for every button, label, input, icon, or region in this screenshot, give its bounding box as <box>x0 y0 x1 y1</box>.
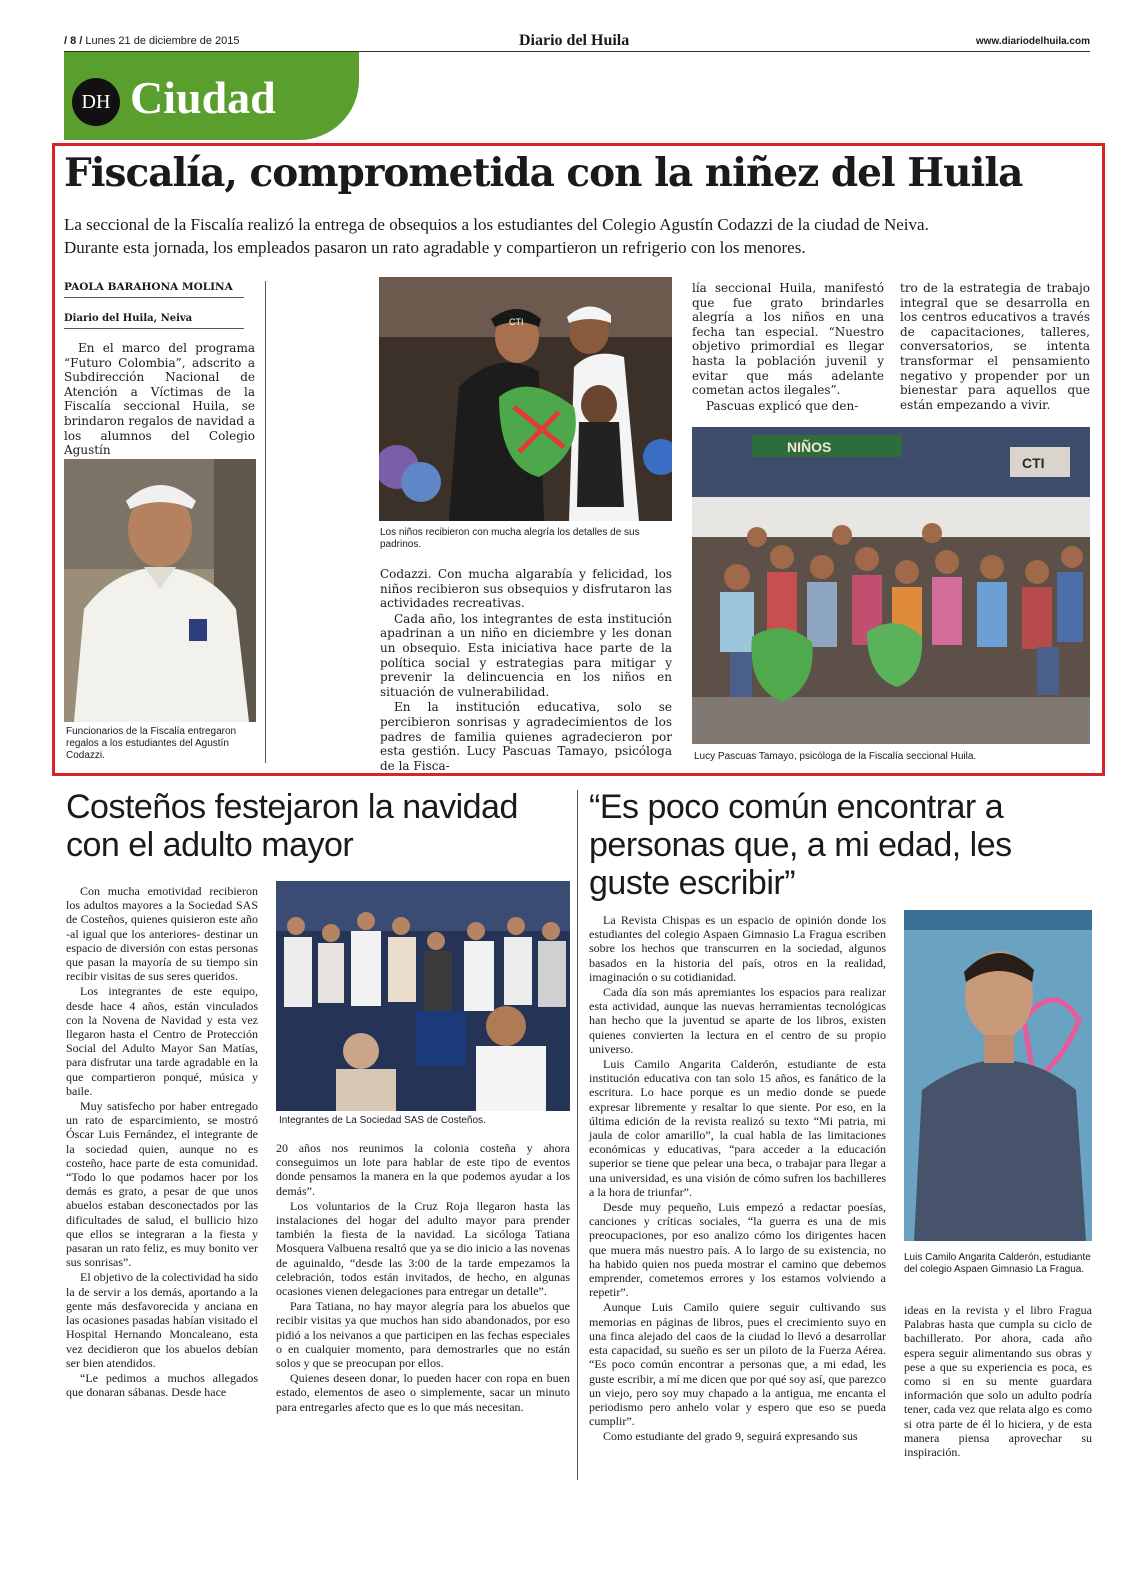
paragraph: 20 años nos reunimos la colonia costeña y ahora conseguimos un lote para hablar de este tipo de eventos donde pensamos la manera en la que podemos ayudar a los demás”. <box>276 1141 570 1198</box>
feature-column-2 <box>380 567 672 774</box>
paragraph: Muy satisfecho por haber entregado un rato de esparcimiento, se mostró Óscar Luis Fernández, el integrante de la sociedad quien, aunque no es costeño, hace parte de esta comunidad. “Todo lo que podamos hacer por los demás es grato, a pesar de que unos abuelos estaban desconectados por las dificultades de salud, el bullicio hizo que ellos se integraran a la fiesta y pasaran un rato feliz, es muy bonito ver sus sonrisas”. <box>66 1099 258 1270</box>
photo-costenos-group <box>276 881 570 1111</box>
photo3-caption: Lucy Pascuas Tamayo, psicóloga de la Fiscalía seccional Huila. <box>694 751 977 762</box>
page-number-date: / 8 / Lunes 21 de diciembre de 2015 <box>64 35 240 47</box>
photo-children-group-image <box>692 427 1090 744</box>
dh-logo: DH <box>72 78 120 126</box>
feature-headline: Fiscalía, comprometida con la niñez del Huila <box>64 150 1023 196</box>
paragraph: Como estudiante del grado 9, seguirá expresando sus <box>603 1429 858 1444</box>
paragraph: Desde muy pequeño, Luis empezó a redactar poesías, canciones y críticas sociales, “la guerra es una de mis preocupaciones, por eso analizo cómo los dirigentes hacen que muera más nuestro país. A lo largo de su existencia, no ha habido quien nos pueda mostrar el camino que debemos emprender, cometemos errores y los estamos volviendo a repetir”. <box>589 1200 886 1300</box>
story3-column-2 <box>904 1303 1092 1460</box>
paragraph: Aunque Luis Camilo quiere seguir cultivando sus memorias en páginas de libros, pues el crecimiento suyo en una finca alejado del caos de la ciudad lo llevó a desarrollar esta capacidad, su sueño es ser un piloto de la Fuerza Aérea. “Es poco común encontrar a personas que, a mi edad, les guste escribir, a mí me dicen que por qué soy así, que parezco un viejo, pero soy muy chapado a la antigua, me encanta el periodismo pero anhelo volar y espero que eso se pueda cumplir”. <box>589 1300 886 1429</box>
paragraph: Luis Camilo Angarita Calderón, estudiante de esta institución educativa con tan solo 15 años, es fanático de la escritura. Lo hace porque es un medio donde se puede expresar libremente y resaltar lo que siente. Por eso, en la última edición de la revista realizó su texto “Mi patria, mi jaula de color amarillo”, la cual habla de las limitaciones económicas y educativas, “para acceder a la educación superior se tiene que pelear una beca, o trabajar para llegar a una universidad, es una visión de cómo sufren los bachilleres a la hora de triunfar”. <box>589 1057 886 1199</box>
paragraph: Los voluntarios de la Cruz Roja llegaron hasta las instalaciones del hogar del adulto mayor para prender también la fiesta de la navidad. La sicóloga Tatiana Mosquera Valbuena resaltó que ya se dio inicio a las novenas de aguinaldo, “desde las 3:00 de la tarde empezamos la celebración, todos están invitados, de hecho, en algunas ocasiones vienen delegaciones para entregar un detalle”. <box>276 1198 570 1299</box>
story2-column-1 <box>66 884 258 1400</box>
feature-column-4 <box>900 281 1090 413</box>
paragraph: Codazzi. Con mucha algarabía y felicidad, los niños recibieron sus obsequios y disfrutaron las actividades recreativas. <box>380 567 672 611</box>
paragraph: Para Tatiana, no hay mayor alegría para los abuelos que recibir visitas ya que muchos han sido abandonados, por eso pidió a los neivanos a que participen en las fechas especiales o en cualquier momento, para demostrarles que no están solos y que se preocupan por ellos. <box>276 1299 570 1371</box>
story2-column-2 <box>276 1141 570 1415</box>
paragraph: Con mucha emotividad recibieron los adultos mayores a la Sociedad SAS de Costeños, quienes quisieron este año -al igual que los anteriores- destinar un espacio de diversión con estas personas que pasan la mayoría de su tiempo sin recibir visitas de sus seres queridos. <box>66 884 258 984</box>
paragraph: En la institución educativa, solo se percibieron sonrisas y agradecimientos de los padres de familia quienes agradecieron por esta gestión. Lucy Pascuas Tamayo, psicóloga de la Fisca- <box>380 700 672 773</box>
column-rule <box>577 790 578 1480</box>
paragraph: La Revista Chispas es un espacio de opinión donde los estudiantes del colegio Aspaen Gimnasio La Fragua escriben sobre los hechos que transcurren en la sociedad, algunos basados en la historia del país, otros en la realidad, imaginación o su cotidianidad. <box>589 913 886 984</box>
photo-student-portrait <box>904 910 1092 1241</box>
photo-fiscalia-official-image <box>64 459 256 722</box>
photo-student-portrait-image <box>904 910 1092 1241</box>
section-name: Ciudad <box>130 72 276 123</box>
masthead: Diario del Huila <box>519 32 630 49</box>
column-rule <box>265 281 266 763</box>
story3-column-1 <box>589 913 886 1445</box>
story3-headline: “Es poco común encontrar a personas que, a mi edad, les guste escribir” <box>589 788 1012 902</box>
feature-column-3 <box>692 281 884 414</box>
photo1-caption: Funcionarios de la Fiscalía entregaron regalos a los estudiantes del Agustín Codazzi. <box>66 726 237 761</box>
paragraph: El objetivo de la colectividad ha sido la de servir a los demás, aportando a la gente más desfavorecida y anciana en las ocasiones pasadas habían visitado el Hospital Hernando Moncaleano, esta vez decidieron que los abuelos debían ser bien atendidos. <box>66 1270 258 1370</box>
paragraph: En el marco del programa “Futuro Colombia”, adscrito a Subdirección Nacional de Atención a Víctimas de la Fiscalía seccional Huila, se brindaron regalos de navidad a los alumnos del Colegio Agustín <box>64 341 255 458</box>
feature-column-1 <box>64 341 255 459</box>
paragraph: Los integrantes de este equipo, desde hace 4 años, están vinculados con la Novena de Navidad y esta vez llegaron hasta el Centro de Protección Social del Adulto Mayor San Matías, para disfrutar una tarde agradable en la que compartieron ponqué, música y baile. <box>66 984 258 1098</box>
paragraph: lía seccional Huila, manifestó que fue grato brindarles alegría a los niños en una fecha tan especial. “Nuestro objetivo primordial es llegar hasta la población juvenil y evitar que más adelante cometan actos ilegales”. <box>692 281 884 398</box>
byline: PAOLA BARAHONA MOLINA <box>64 281 244 298</box>
paragraph: Cada día son más apremiantes los espacios para realizar esta actividad, aunque las nuevas herramientas tecnológicas han hecho que la juventud se aparte de los libros, existen quienes convierten la lectura en el centro de su propio universo. <box>589 985 886 1056</box>
paragraph: tro de la estrategia de trabajo integral que se desarrolla en los centros educativos a través de capacitaciones, talleres, conversatorios, se intenta transformar el pensamiento negativo y propender por un bienestar para aquellos que están empezando a vivir. <box>900 281 1090 412</box>
paragraph: ideas en la revista y el libro Fragua Palabras hasta que cumpla su ciclo de bachillerato. Por ahora, cada año espera seguir alimentando sus obras y pese a que su experiencia es poca, es como si en su mente guardara información que solo un adulto podría tener, cada vez que relata algo es como si otra parte de él lo hiciera, y de esta manera piensa aprovechar su inspiración. <box>904 1303 1092 1460</box>
paragraph: Cada año, los integrantes de esta institución apadrinan a un niño en diciembre y les donan un obsequio. Esta iniciativa hace parte de la política social y estrategias para mitigar y prevenir la delincuencia en los niños en situación de vulnerabilidad. <box>380 611 672 699</box>
page-header <box>64 34 1090 52</box>
feature-deck: La seccional de la Fiscalía realizó la entrega de obsequios a los estudiantes del Colegio Agustín Codazzi de la ciudad de Neiva. Durante esta jornada, los empleados pasaron un rato agradable y compartieron un refrigerio con los menores. <box>64 215 929 257</box>
story3-photo-caption: Luis Camilo Angarita Calderón, estudiante del colegio Aspaen Gimnasio La Fragua. <box>904 1252 1091 1275</box>
paragraph: “Le pedimos a muchos allegados que donaran sábanas. Desde hace <box>66 1370 258 1400</box>
paragraph: Pascuas explicó que den- <box>706 398 859 413</box>
photo-fiscalia-official <box>64 459 256 722</box>
photo-gift-handover-image <box>379 277 672 521</box>
section-tab <box>64 52 359 140</box>
cti-cap-text: CTI <box>509 317 524 327</box>
story2-photo-caption: Integrantes de La Sociedad SAS de Costeños. <box>279 1115 486 1126</box>
photo-costenos-group-image <box>276 881 570 1111</box>
dateline: Diario del Huila, Neiva <box>64 313 244 329</box>
photo-gift-handover <box>379 277 672 521</box>
website-url: www.diariodelhuila.com <box>975 36 1090 47</box>
paragraph: Quienes deseen donar, lo pueden hacer con ropa en buen estado, elementos de aseo o simplemente, sacar un minuto para entregarles afecto que es lo que más necesitan. <box>276 1371 570 1414</box>
photo2-caption: Los niños recibieron con mucha alegría los detalles de sus padrinos. <box>380 527 640 550</box>
banner-ninos-text: NIÑOS <box>787 439 832 455</box>
photo-children-group <box>692 427 1090 744</box>
cti-sign-text: CTI <box>1022 455 1045 471</box>
story2-headline: Costeños festejaron la navidad con el adulto mayor <box>66 788 518 864</box>
